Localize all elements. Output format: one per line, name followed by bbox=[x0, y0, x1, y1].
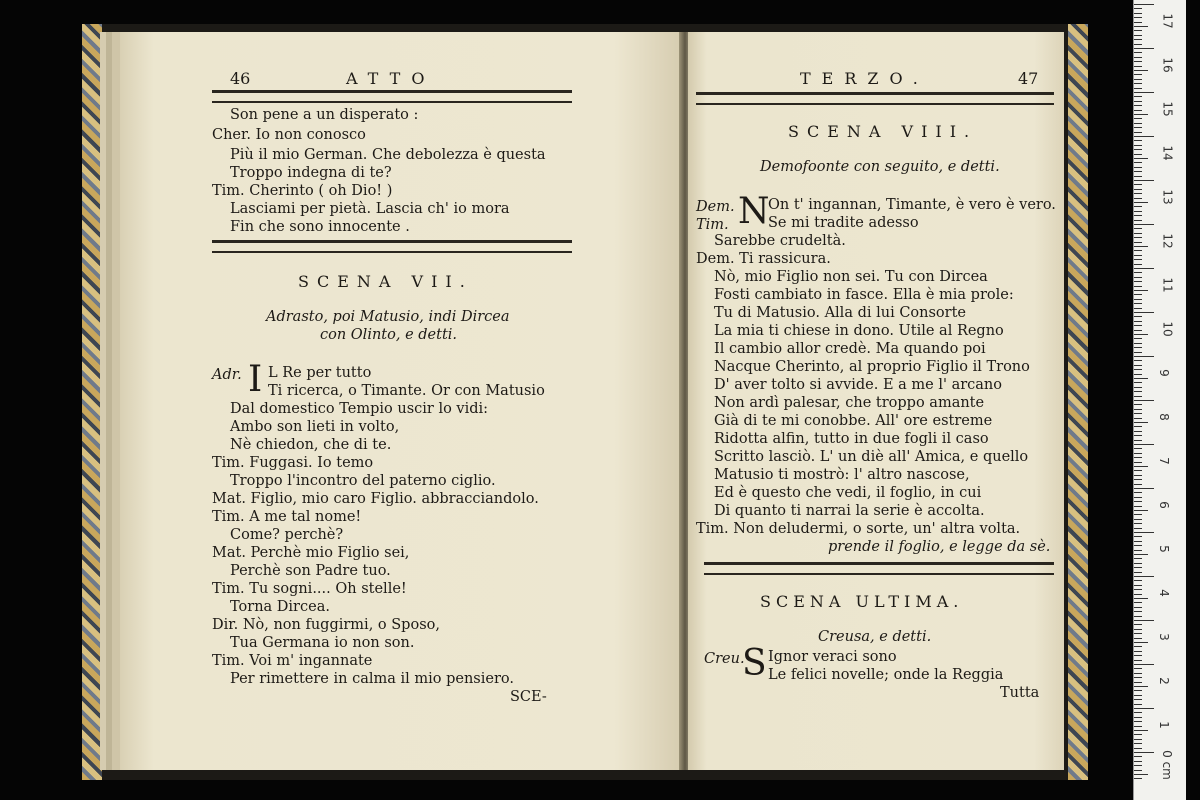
ruler-tick bbox=[1134, 167, 1142, 168]
ruler-tick bbox=[1134, 528, 1142, 529]
ruler-tick bbox=[1134, 26, 1148, 27]
ruler-tick bbox=[1134, 215, 1142, 216]
ruler-tick bbox=[1134, 290, 1148, 291]
text-line: Mat. Figlio, mio caro Figlio. abbracciandolo. bbox=[212, 491, 539, 507]
ruler-number: 17 bbox=[1160, 13, 1175, 29]
ruler-tick bbox=[1134, 440, 1142, 441]
ruler-tick bbox=[1134, 470, 1142, 471]
ruler-tick bbox=[1134, 338, 1142, 339]
ruler-tick bbox=[1134, 699, 1142, 700]
ruler-tick bbox=[1134, 259, 1142, 260]
ruler-tick bbox=[1134, 277, 1142, 278]
ruler-tick bbox=[1134, 580, 1142, 581]
ruler-tick bbox=[1134, 246, 1148, 247]
text-line: Tim. Fuggasi. Io temo bbox=[212, 455, 374, 471]
ruler-tick bbox=[1134, 563, 1142, 564]
ruler-tick bbox=[1134, 123, 1142, 124]
text-line: Dal domestico Tempio uscir lo vidi: bbox=[230, 401, 489, 417]
ruler-tick bbox=[1134, 739, 1142, 740]
text-line: Perchè son Padre tuo. bbox=[230, 563, 391, 579]
ruler-tick bbox=[1134, 114, 1148, 115]
text-line: Matusio ti mostrò: l' altro nascose, bbox=[714, 467, 970, 483]
ruler-tick bbox=[1134, 74, 1142, 75]
ruler-tick bbox=[1134, 532, 1154, 533]
ruler-tick bbox=[1134, 435, 1142, 436]
ruler-tick bbox=[1134, 17, 1142, 18]
ruler-tick bbox=[1134, 774, 1148, 775]
text-line: Di quanto ti narrai la serie è accolta. bbox=[714, 503, 985, 519]
ruler-tick bbox=[1134, 312, 1154, 313]
ruler-tick bbox=[1134, 594, 1142, 595]
scene-title: SCENA VIII. bbox=[788, 122, 978, 141]
ruler-tick bbox=[1134, 704, 1142, 705]
text-line: Più il mio German. Che debolezza è questa bbox=[230, 147, 546, 163]
ruler-number: 16 bbox=[1160, 57, 1175, 73]
text-line: Son pene a un disperato : bbox=[230, 107, 419, 123]
ruler-tick bbox=[1134, 519, 1142, 520]
ruler-tick bbox=[1134, 629, 1142, 630]
ruler-tick bbox=[1134, 66, 1142, 67]
ruler-tick bbox=[1134, 554, 1148, 555]
ruler-tick bbox=[1134, 193, 1142, 194]
ruler-tick bbox=[1134, 668, 1142, 669]
ruler-tick bbox=[1134, 387, 1142, 388]
text-line: Nè chiedon, che di te. bbox=[230, 437, 392, 453]
ruler-tick bbox=[1134, 550, 1142, 551]
ruler-number: 10 bbox=[1160, 321, 1175, 337]
ruler-number: 15 bbox=[1160, 101, 1175, 117]
ruler-tick bbox=[1134, 347, 1142, 348]
catchword: Tutta bbox=[1000, 685, 1040, 701]
ruler-tick bbox=[1134, 638, 1142, 639]
text-line: Nò, mio Figlio non sei. Tu con Dircea bbox=[714, 269, 988, 285]
ruler-tick bbox=[1134, 761, 1142, 762]
drop-cap: I bbox=[248, 359, 263, 400]
ruler-tick bbox=[1134, 61, 1142, 62]
ruler-tick bbox=[1134, 30, 1142, 31]
ruler-tick bbox=[1134, 616, 1142, 617]
ruler-tick bbox=[1134, 22, 1142, 23]
ruler-tick bbox=[1134, 13, 1142, 14]
scene-title: SCENA ULTIMA. bbox=[760, 592, 964, 611]
ruler-tick bbox=[1134, 400, 1154, 401]
ruler-tick bbox=[1134, 330, 1142, 331]
drop-cap: N bbox=[738, 191, 770, 232]
ruler-tick bbox=[1134, 484, 1142, 485]
ruler-tick bbox=[1134, 198, 1142, 199]
marbled-cover-right bbox=[1068, 24, 1088, 780]
ruler-tick bbox=[1134, 545, 1142, 546]
ruler-tick bbox=[1134, 268, 1154, 269]
ruler-tick bbox=[1134, 343, 1142, 344]
ruler-tick bbox=[1134, 646, 1142, 647]
ruler-tick bbox=[1134, 220, 1142, 221]
text-line: Come? perchè? bbox=[230, 527, 344, 543]
ruler-tick bbox=[1134, 154, 1142, 155]
text-line: Se mi tradite adesso bbox=[768, 215, 919, 231]
ruler-tick bbox=[1134, 422, 1148, 423]
ruler-tick bbox=[1134, 52, 1142, 53]
ruler-number: 13 bbox=[1160, 189, 1175, 205]
ruler-tick bbox=[1134, 70, 1148, 71]
text-line: Ignor veraci sono bbox=[768, 649, 897, 665]
ruler-tick bbox=[1134, 510, 1148, 511]
ruler-tick bbox=[1134, 488, 1154, 489]
ruler-tick bbox=[1134, 303, 1142, 304]
text-line: Fosti cambiato in fasce. Ella è mia prole: bbox=[714, 287, 1014, 303]
text-line: Troppo l'incontro del paterno ciglio. bbox=[230, 473, 496, 489]
text-line: L Re per tutto bbox=[268, 365, 372, 381]
ruler-tick bbox=[1134, 660, 1142, 661]
text-line: Ti ricerca, o Timante. Or con Matusio bbox=[268, 383, 545, 399]
ruler-tick bbox=[1134, 778, 1142, 779]
text-line: Troppo indegna di te? bbox=[230, 165, 392, 181]
ruler-tick bbox=[1134, 453, 1142, 454]
ruler-tick bbox=[1134, 88, 1142, 89]
section-rule bbox=[704, 562, 1054, 575]
ruler-tick bbox=[1134, 145, 1142, 146]
ruler-number: 2 bbox=[1156, 677, 1171, 685]
ruler-tick bbox=[1134, 695, 1142, 696]
text-line: Cher. Io non conosco bbox=[212, 127, 366, 143]
ruler-tick bbox=[1134, 272, 1142, 273]
text-line: Tim. Tu sogni.... Oh stelle! bbox=[212, 581, 407, 597]
ruler-tick bbox=[1134, 118, 1142, 119]
ruler-number: 4 bbox=[1156, 589, 1171, 597]
catchword: SCE- bbox=[510, 689, 547, 705]
ruler-tick bbox=[1134, 4, 1154, 5]
ruler-tick bbox=[1134, 202, 1148, 203]
ruler-tick bbox=[1134, 765, 1142, 766]
speaker-label: Tim. bbox=[696, 217, 729, 233]
ruler-tick bbox=[1134, 682, 1142, 683]
ruler-tick bbox=[1134, 611, 1142, 612]
ruler-tick bbox=[1134, 479, 1142, 480]
ruler-tick bbox=[1134, 501, 1142, 502]
text-line: Dem. Ti rassicura. bbox=[696, 251, 831, 267]
text-line: La mia ti chiese in dono. Utile al Regno bbox=[714, 323, 1004, 339]
running-header: ATTO bbox=[346, 69, 436, 88]
ruler-number: 12 bbox=[1160, 233, 1175, 249]
ruler-tick bbox=[1134, 365, 1142, 366]
ruler-tick bbox=[1134, 136, 1154, 137]
ruler-tick bbox=[1134, 673, 1142, 674]
ruler-tick bbox=[1134, 642, 1148, 643]
marbled-cover-left bbox=[82, 24, 102, 780]
ruler-tick bbox=[1134, 633, 1142, 634]
ruler-tick bbox=[1134, 101, 1142, 102]
ruler-tick bbox=[1134, 382, 1142, 383]
ruler-tick bbox=[1134, 607, 1142, 608]
ruler-tick bbox=[1134, 743, 1142, 744]
text-line: Torna Dircea. bbox=[230, 599, 330, 615]
ruler-tick bbox=[1134, 770, 1142, 771]
ruler-tick bbox=[1134, 620, 1154, 621]
page-number: 47 bbox=[1018, 69, 1039, 88]
ruler-tick bbox=[1134, 726, 1142, 727]
text-line: Non ardì palesar, che troppo amante bbox=[714, 395, 985, 411]
text-line: Fin che sono innocente . bbox=[230, 219, 410, 235]
ruler-tick bbox=[1134, 541, 1142, 542]
ruler-tick bbox=[1134, 255, 1142, 256]
ruler-tick bbox=[1134, 180, 1154, 181]
header-rule bbox=[696, 92, 1054, 105]
ruler-tick bbox=[1134, 44, 1142, 45]
ruler-tick bbox=[1134, 558, 1142, 559]
ruler-tick bbox=[1134, 264, 1142, 265]
ruler-tick bbox=[1134, 748, 1142, 749]
text-line: Tua Germana io non son. bbox=[230, 635, 415, 651]
ruler-tick bbox=[1134, 426, 1142, 427]
ruler-number: 3 bbox=[1156, 633, 1171, 641]
text-line: Per rimettere in calma il mio pensiero. bbox=[230, 671, 514, 687]
text-line: Ed è questo che vedi, il foglio, in cui bbox=[714, 485, 982, 501]
ruler-tick bbox=[1134, 374, 1142, 375]
running-header: TERZO. bbox=[800, 69, 929, 88]
ruler-tick bbox=[1134, 233, 1142, 234]
ruler-tick bbox=[1134, 567, 1142, 568]
ruler-tick bbox=[1134, 721, 1142, 722]
ruler-tick bbox=[1134, 105, 1142, 106]
speaker-label: Creu. bbox=[704, 651, 745, 667]
ruler-tick bbox=[1134, 132, 1142, 133]
ruler-tick bbox=[1134, 176, 1142, 177]
drop-cap: S bbox=[742, 643, 767, 684]
ruler-tick bbox=[1134, 655, 1142, 656]
text-line: Già di te mi conobbe. All' ore estreme bbox=[714, 413, 993, 429]
ruler-tick bbox=[1134, 334, 1148, 335]
ruler-tick bbox=[1134, 360, 1142, 361]
ruler-tick bbox=[1134, 92, 1154, 93]
ruler-tick bbox=[1134, 708, 1154, 709]
ruler-tick bbox=[1134, 444, 1154, 445]
ruler-tick bbox=[1134, 431, 1142, 432]
text-line: Lasciami per pietà. Lascia ch' io mora bbox=[230, 201, 510, 217]
text-line: Il cambio allor credè. Ma quando poi bbox=[714, 341, 986, 357]
ruler-tick bbox=[1134, 171, 1142, 172]
open-book bbox=[82, 24, 1088, 780]
stage-direction: Creusa, e detti. bbox=[818, 629, 932, 645]
ruler-tick bbox=[1134, 356, 1154, 357]
measurement-ruler bbox=[1133, 0, 1186, 800]
ruler-tick bbox=[1134, 602, 1142, 603]
ruler-number: 11 bbox=[1160, 277, 1175, 293]
ruler-tick bbox=[1134, 409, 1142, 410]
ruler-number: 6 bbox=[1156, 501, 1171, 509]
ruler-number: 5 bbox=[1156, 545, 1171, 553]
ruler-tick bbox=[1134, 237, 1142, 238]
text-line: Ridotta alfin, tutto in due fogli il caso bbox=[714, 431, 989, 447]
ruler-tick bbox=[1134, 497, 1142, 498]
ruler-tick bbox=[1134, 466, 1148, 467]
ruler-tick bbox=[1134, 752, 1154, 753]
text-line: Sarebbe crudeltà. bbox=[714, 233, 846, 249]
ruler-tick bbox=[1134, 294, 1142, 295]
ruler-tick bbox=[1134, 523, 1142, 524]
stage-direction: prende il foglio, e legge da sè. bbox=[828, 539, 1051, 555]
ruler-tick bbox=[1134, 140, 1142, 141]
text-line: Dir. Nò, non fuggirmi, o Sposo, bbox=[212, 617, 440, 633]
ruler-tick bbox=[1134, 457, 1142, 458]
ruler-tick bbox=[1134, 127, 1142, 128]
ruler-tick bbox=[1134, 299, 1142, 300]
ruler-number: 7 bbox=[1156, 457, 1171, 465]
ruler-tick bbox=[1134, 686, 1148, 687]
ruler-tick bbox=[1134, 325, 1142, 326]
page-number: 46 bbox=[230, 69, 251, 88]
ruler-tick bbox=[1134, 308, 1142, 309]
text-line: Le felici novelle; onde la Reggia bbox=[768, 667, 1004, 683]
text-line: Tim. Cherinto ( oh Dio! ) bbox=[212, 183, 393, 199]
scene-title: SCENA VII. bbox=[298, 272, 473, 291]
text-line: On t' ingannan, Timante, è vero è vero. bbox=[768, 197, 1056, 213]
ruler-tick bbox=[1134, 184, 1142, 185]
ruler-tick bbox=[1134, 418, 1142, 419]
ruler-tick bbox=[1134, 321, 1142, 322]
ruler-tick bbox=[1134, 281, 1142, 282]
ruler-tick bbox=[1134, 79, 1142, 80]
ruler-tick bbox=[1134, 352, 1142, 353]
ruler-tick bbox=[1134, 492, 1142, 493]
stage-direction: Adrasto, poi Matusio, indi Dircea bbox=[266, 309, 510, 325]
ruler-tick bbox=[1134, 110, 1142, 111]
ruler-tick bbox=[1134, 756, 1142, 757]
ruler-tick bbox=[1134, 585, 1142, 586]
ruler-tick bbox=[1134, 391, 1142, 392]
ruler-tick bbox=[1134, 189, 1142, 190]
stage-direction: con Olinto, e detti. bbox=[320, 327, 458, 343]
ruler-tick bbox=[1134, 514, 1142, 515]
ruler-tick bbox=[1134, 624, 1142, 625]
header-rule bbox=[212, 90, 572, 103]
ruler-number: 9 bbox=[1156, 369, 1171, 377]
ruler-number: 8 bbox=[1156, 413, 1171, 421]
ruler-tick bbox=[1134, 162, 1142, 163]
ruler-tick bbox=[1134, 677, 1142, 678]
ruler-tick bbox=[1134, 734, 1142, 735]
ruler-tick bbox=[1134, 598, 1148, 599]
ruler-tick bbox=[1134, 286, 1142, 287]
ruler-tick bbox=[1134, 475, 1142, 476]
speaker-label: Adr. bbox=[212, 367, 242, 383]
ruler-tick bbox=[1134, 228, 1142, 229]
ruler-tick bbox=[1134, 250, 1142, 251]
ruler-tick bbox=[1134, 462, 1142, 463]
stage-direction: Demofoonte con seguito, e detti. bbox=[760, 159, 1000, 175]
left-page bbox=[120, 32, 682, 770]
ruler-tick bbox=[1134, 242, 1142, 243]
ruler-tick bbox=[1134, 57, 1142, 58]
ruler-tick bbox=[1134, 576, 1154, 577]
ruler-tick bbox=[1134, 378, 1148, 379]
text-line: Mat. Perchè mio Figlio sei, bbox=[212, 545, 410, 561]
ruler-tick bbox=[1134, 48, 1154, 49]
ruler-number: 0 cm bbox=[1159, 750, 1174, 780]
text-line: Tim. Voi m' ingannate bbox=[212, 653, 373, 669]
ruler-tick bbox=[1134, 224, 1154, 225]
ruler-tick bbox=[1134, 211, 1142, 212]
ruler-tick bbox=[1134, 369, 1142, 370]
ruler-tick bbox=[1134, 35, 1142, 36]
ruler-tick bbox=[1134, 149, 1142, 150]
text-line: Scritto lasciò. L' un diè all' Amica, e quello bbox=[714, 449, 1029, 465]
text-line: D' aver tolto si avvide. E a me l' arcano bbox=[714, 377, 1003, 393]
ruler-tick bbox=[1134, 158, 1148, 159]
ruler-tick bbox=[1134, 589, 1142, 590]
ruler-tick bbox=[1134, 404, 1142, 405]
ruler-tick bbox=[1134, 717, 1142, 718]
ruler-tick bbox=[1134, 396, 1142, 397]
ruler-tick bbox=[1134, 572, 1142, 573]
ruler-tick bbox=[1134, 8, 1142, 9]
ruler-number: 1 bbox=[1156, 721, 1171, 729]
ruler-number: 14 bbox=[1160, 145, 1175, 161]
speaker-label: Dem. bbox=[696, 199, 735, 215]
right-page bbox=[688, 32, 1064, 770]
ruler-tick bbox=[1134, 316, 1142, 317]
ruler-tick bbox=[1134, 448, 1142, 449]
ruler-tick bbox=[1134, 206, 1142, 207]
section-rule bbox=[212, 240, 572, 253]
ruler-tick bbox=[1134, 664, 1154, 665]
text-line: Tim. A me tal nome! bbox=[212, 509, 362, 525]
text-line: Tim. Non deludermi, o sorte, un' altra volta. bbox=[696, 521, 1021, 537]
text-line: Tu di Matusio. Alla di lui Consorte bbox=[714, 305, 967, 321]
text-line: Nacque Cherinto, al proprio Figlio il Trono bbox=[714, 359, 1030, 375]
ruler-tick bbox=[1134, 506, 1142, 507]
ruler-tick bbox=[1134, 83, 1142, 84]
ruler-tick bbox=[1134, 690, 1142, 691]
ruler-tick bbox=[1134, 651, 1142, 652]
text-line: Ambo son lieti in volto, bbox=[230, 419, 400, 435]
ruler-tick bbox=[1134, 96, 1142, 97]
ruler-tick bbox=[1134, 413, 1142, 414]
ruler-tick bbox=[1134, 39, 1142, 40]
ruler-tick bbox=[1134, 712, 1142, 713]
ruler-tick bbox=[1134, 536, 1142, 537]
ruler-tick bbox=[1134, 730, 1148, 731]
